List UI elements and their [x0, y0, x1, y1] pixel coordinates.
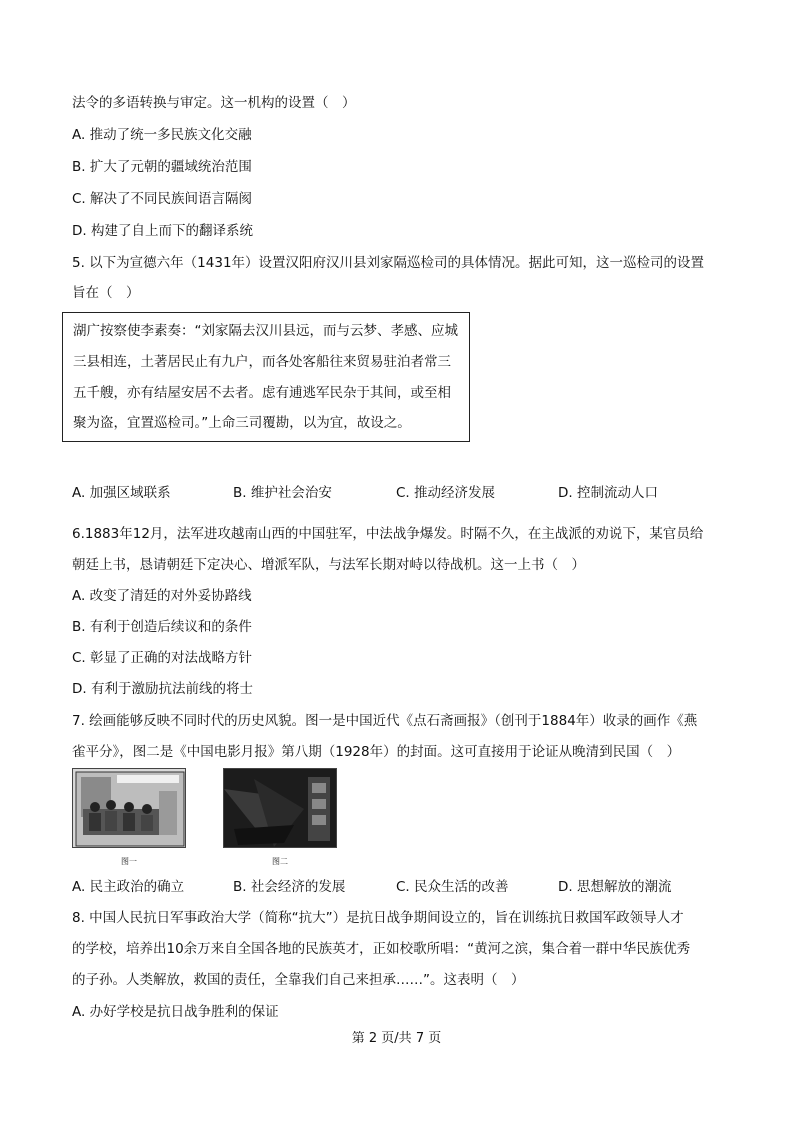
- figure-1: [72, 768, 186, 867]
- q8-stem-line2: 的学校，培养出10余万来自全国各地的民族英才，正如校歌所唱：“黄河之滨，集合着一群中华民族优秀: [72, 941, 691, 957]
- q7-option-a: A. 民主政治的确立: [72, 879, 185, 895]
- q7-option-d: D. 思想解放的潮流: [558, 879, 672, 895]
- page-footer: 第 2 页/共 7 页: [351, 1031, 442, 1046]
- q5-source-line1: 湖广按察使李素奏：“刘家隔去汉川县远，而与云梦、孝感、应城: [73, 323, 458, 339]
- figure-1-caption: 图一: [121, 857, 137, 866]
- q7-stem-line2: 雀平分》，图二是《中国电影月报》第八期（1928年）的封面。这可直接用于论证从晚清到民国（ ）: [72, 744, 681, 760]
- q7-stem-line1: 7. 绘画能够反映不同时代的历史风貌。图一是中国近代《点石斋画报》（创刊于1884年）收录的画作《燕: [72, 713, 698, 729]
- figure-2-caption: 图二: [272, 857, 288, 866]
- q5-source-line4: 聚为盗，宜置巡检司。”上命三司覆勘，以为宜，故设之。: [73, 415, 411, 431]
- q5-stem-line2: 旨在（ ）: [72, 285, 140, 301]
- q6-option-a: A. 改变了清廷的对外妥协路线: [72, 588, 252, 604]
- q4-option-d: D. 构建了自上而下的翻译系统: [72, 223, 253, 239]
- q7-option-b: B. 社会经济的发展: [233, 879, 346, 895]
- q6-stem-line1: 6.1883年12月，法军进攻越南山西的中国驻军，中法战争爆发。时隔不久，在主战派的劝说下，某官员给: [72, 526, 704, 542]
- q5-option-a: A. 加强区域联系: [72, 485, 171, 501]
- q6-option-c: C. 彰显了正确的对法战略方针: [72, 650, 253, 666]
- q6-option-b: B. 有利于创造后续议和的条件: [72, 619, 252, 635]
- q5-source-box: [62, 312, 470, 442]
- figure-1-image: [72, 768, 186, 848]
- q8-stem-line3: 的子孙。人类解放，救国的责任，全靠我们自己来担承……”。这表明（ ）: [72, 972, 525, 988]
- q4-option-b: B. 扩大了元朝的疆域统治范围: [72, 159, 252, 175]
- q5-option-d: D. 控制流动人口: [558, 485, 658, 501]
- q5-source-line2: 三县相连，土著居民止有九户，而各处客船往来贸易驻泊者常三: [73, 354, 451, 370]
- q8-option-a: A. 办好学校是抗日战争胜利的保证: [72, 1004, 279, 1020]
- q4-option-c: C. 解决了不同民族间语言隔阂: [72, 191, 253, 207]
- figure-2-image: [223, 768, 337, 848]
- q6-stem-line2: 朝廷上书，恳请朝廷下定决心、增派军队，与法军长期对峙以待战机。这一上书（ ）: [72, 557, 585, 573]
- q5-option-c: C. 推动经济发展: [396, 485, 496, 501]
- q5-source-line3: 五千艘，亦有结屋安居不去者。虑有逋逃军民杂于其间，或至相: [73, 385, 451, 401]
- q5-stem-line1: 5. 以下为宣德六年（1431年）设置汉阳府汉川县刘家隔巡检司的具体情况。据此可知，这一巡检司的设置: [72, 255, 705, 271]
- q4-stem-tail: 法令的多语转换与审定。这一机构的设置（ ）: [72, 95, 356, 111]
- q4-option-a: A. 推动了统一多民族文化交融: [72, 127, 252, 143]
- q5-option-b: B. 维护社会治安: [233, 485, 332, 501]
- q7-option-c: C. 民众生活的改善: [396, 879, 509, 895]
- figure-2: [223, 768, 337, 867]
- q8-stem-line1: 8. 中国人民抗日军事政治大学（简称“抗大”）是抗日战争期间设立的，旨在训练抗日救国军政领导人才: [72, 910, 684, 926]
- q6-option-d: D. 有利于激励抗法前线的将士: [72, 681, 253, 697]
